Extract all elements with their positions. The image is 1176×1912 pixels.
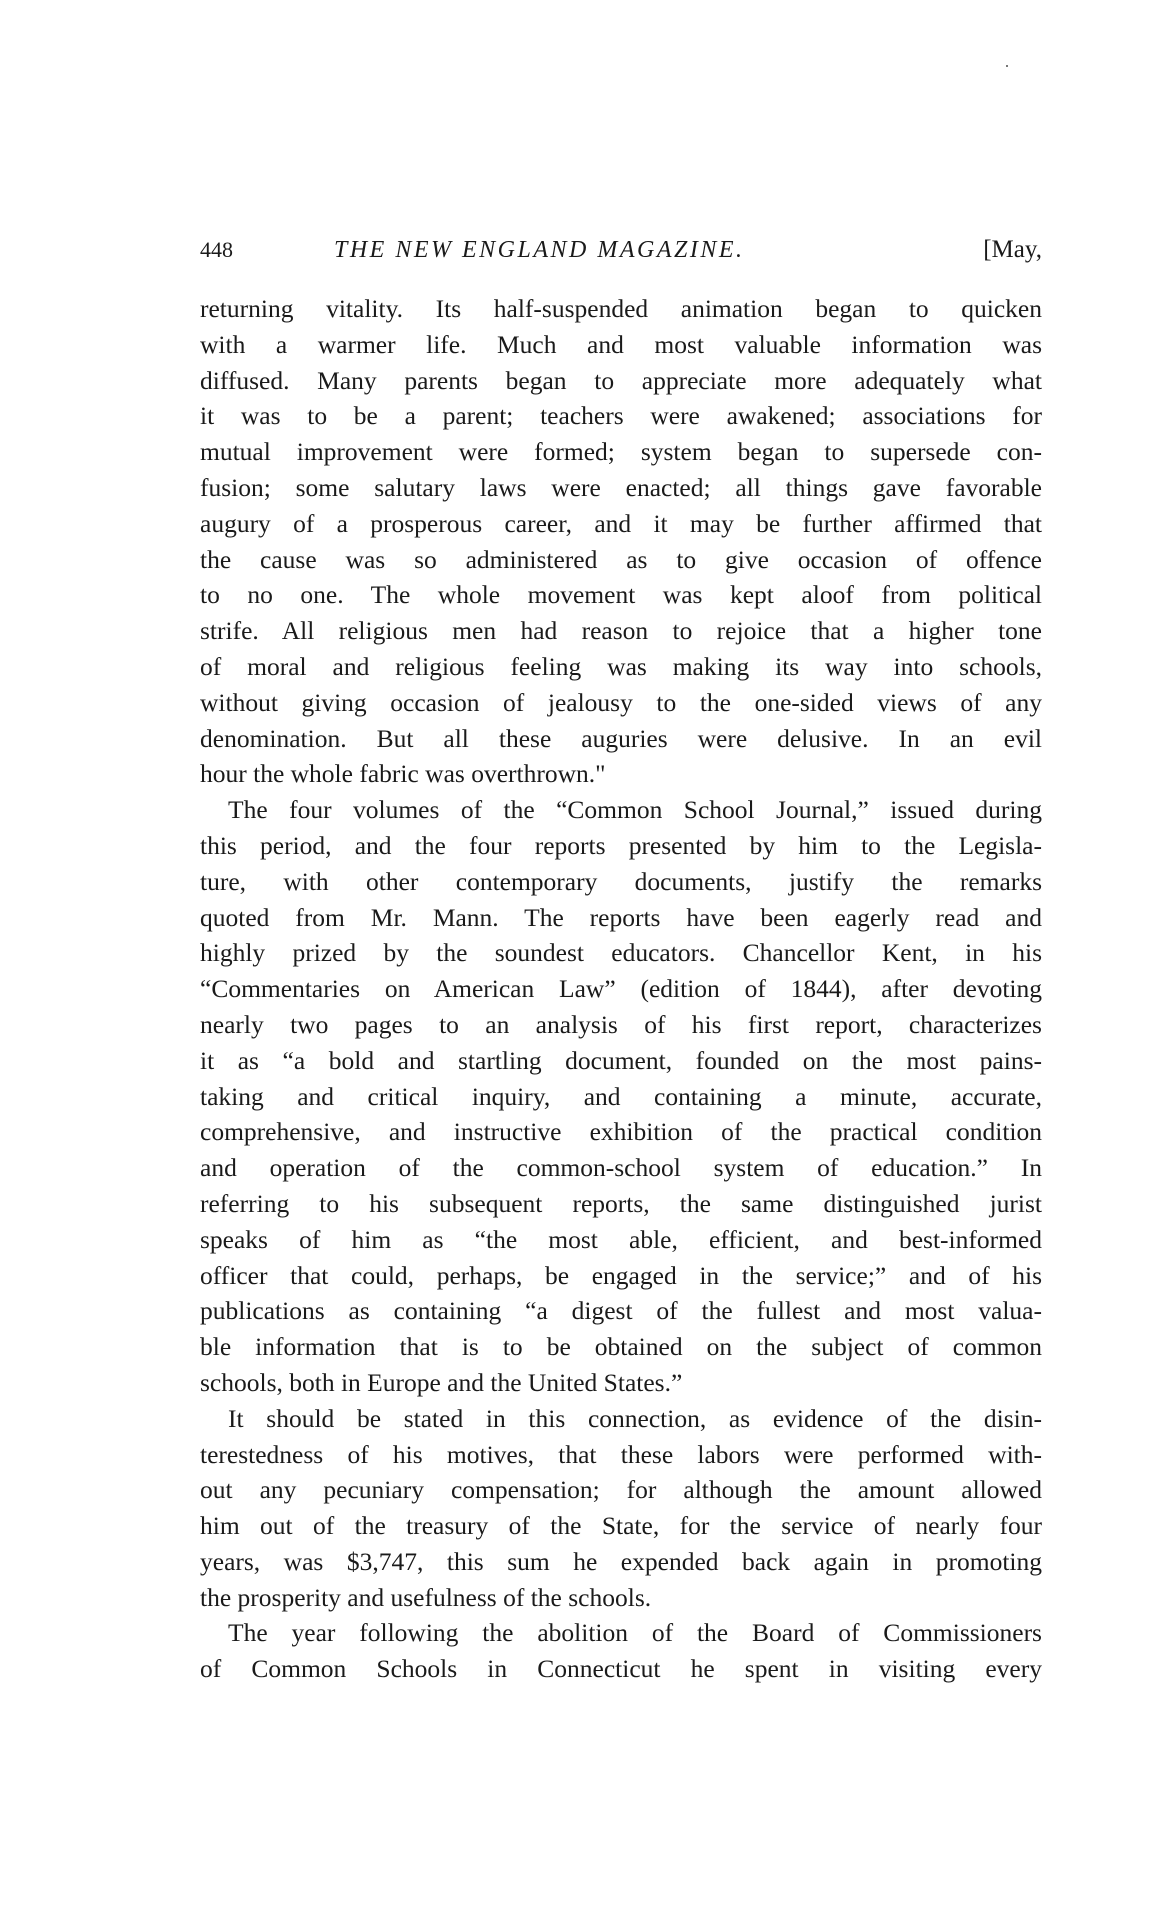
- text-line: terestedness of his motives, that these labors were performed with-: [200, 1439, 1042, 1469]
- text-line: years, was $3,747, this sum he expended back again in promoting: [200, 1546, 1042, 1576]
- text-line: comprehensive, and instructive exhibition of the practical condition: [200, 1117, 1042, 1147]
- running-head: [200, 232, 1042, 268]
- text-line: of Common Schools in Connecticut he spent in visiting every: [200, 1654, 1042, 1684]
- text-line: returning vitality. Its half-suspended animation began to quicken: [200, 294, 1042, 323]
- page-number: 448: [200, 237, 233, 262]
- text-line: The year following the abolition of the Board of Commissioners: [228, 1618, 1042, 1648]
- text-line: officer that could, perhaps, be engaged in the service;” and of his: [200, 1260, 1042, 1290]
- text-line: diffused. Many parents began to appreciate more adequately what: [200, 365, 1042, 395]
- text-line: fusion; some salutary laws were enacted; all things gave favorable: [200, 472, 1042, 502]
- text-line: taking and critical inquiry, and containing a minute, accurate,: [200, 1081, 1042, 1111]
- text-line: and operation of the common-school system of education.” In: [200, 1153, 1042, 1183]
- text-line: to no one. The whole movement was kept aloof from political: [200, 580, 1042, 610]
- paragraph: [200, 1401, 1042, 1616]
- text-line: ture, with other contemporary documents, justify the remarks: [200, 866, 1042, 896]
- paragraph: [200, 1615, 1042, 1687]
- text-line: with a warmer life. Much and most valuable information was: [200, 329, 1042, 359]
- text-line: him out of the treasury of the State, for the service of nearly four: [200, 1511, 1042, 1541]
- text-line: of moral and religious feeling was making its way into schools,: [200, 651, 1042, 681]
- body-text: [200, 291, 1042, 1687]
- text-line: The four volumes of the “Common School Journal,” issued during: [228, 795, 1042, 825]
- text-line: publications as containing “a digest of the fullest and most valua-: [200, 1296, 1042, 1326]
- paragraph: [200, 291, 1042, 792]
- text-line: referring to his subsequent reports, the same distinguished jurist: [200, 1188, 1042, 1218]
- text-line: ble information that is to be obtained on the subject of common: [200, 1332, 1042, 1362]
- text-line: strife. All religious men had reason to rejoice that a higher tone: [200, 616, 1042, 646]
- text-line: augury of a prosperous career, and it may be further affirmed that: [200, 508, 1042, 538]
- text-line: it was to be a parent; teachers were awakened; associations for: [200, 401, 1042, 431]
- text-line: speaks of him as “the most able, efficient, and best-informed: [200, 1224, 1042, 1254]
- text-line: highly prized by the soundest educators. Chancellor Kent, in his: [200, 938, 1042, 968]
- text-line: the cause was so administered as to give occasion of offence: [200, 544, 1042, 574]
- text-line: quoted from Mr. Mann. The reports have been eagerly read and: [200, 902, 1042, 932]
- text-line: schools, both in Europe and the United States.”: [200, 1367, 683, 1397]
- text-line: the prosperity and usefulness of the schools.: [200, 1582, 652, 1612]
- text-line: denomination. But all these auguries were delusive. In an evil: [200, 723, 1042, 753]
- text-line: “Commentaries on American Law” (edition of 1844), after devoting: [200, 974, 1042, 1004]
- text-line: without giving occasion of jealousy to the one-sided views of any: [200, 687, 1042, 717]
- paragraph: [200, 792, 1042, 1401]
- magazine-title: THE NEW ENGLAND MAGAZINE.: [334, 237, 745, 263]
- text-line: it as “a bold and startling document, founded on the most pains-: [200, 1045, 1042, 1075]
- scan-speck: [1006, 65, 1008, 67]
- text-line: It should be stated in this connection, as evidence of the disin-: [228, 1403, 1042, 1433]
- text-line: out any pecuniary compensation; for although the amount allowed: [200, 1475, 1042, 1505]
- text-line: this period, and the four reports presented by him to the Legisla-: [200, 830, 1042, 860]
- text-line: hour the whole fabric was overthrown.": [200, 759, 606, 789]
- text-line: mutual improvement were formed; system began to supersede con-: [200, 437, 1042, 467]
- text-line: nearly two pages to an analysis of his first report, characterizes: [200, 1009, 1042, 1039]
- issue-month: [May,: [983, 236, 1042, 263]
